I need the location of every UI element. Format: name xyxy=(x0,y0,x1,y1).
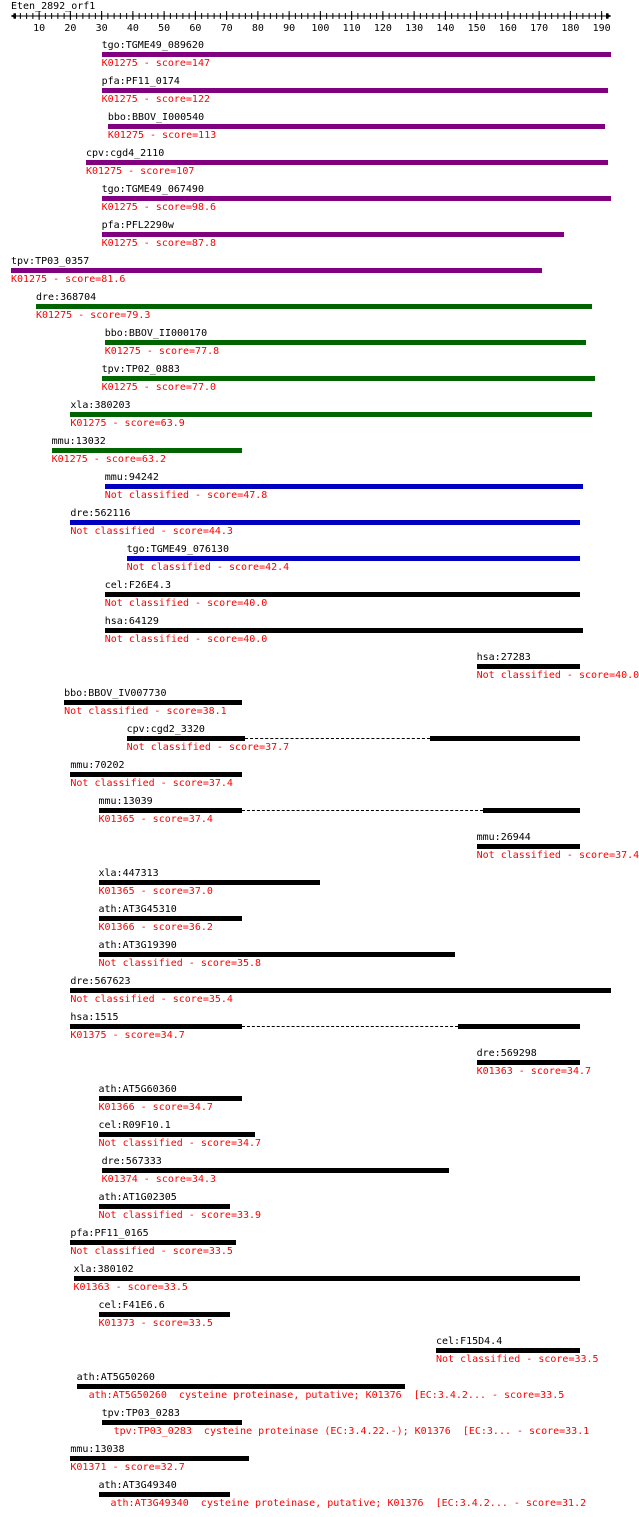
axis-tick-label: 180 xyxy=(561,23,580,34)
axis-tick-label: 80 xyxy=(251,23,264,34)
hit-segment-bar[interactable] xyxy=(99,808,243,813)
hit-segment-bar[interactable] xyxy=(105,340,586,345)
hit-score-label[interactable]: ath:AT5G50260 cysteine proteinase, putative; K01376 [EC:3.4.2... - score=33.5 xyxy=(88,1390,565,1401)
hit-score-label[interactable]: Not classified - score=40.0 xyxy=(104,598,268,609)
hit-name[interactable]: mmu:70202 xyxy=(70,760,125,771)
hit-score-label[interactable]: Not classified - score=42.4 xyxy=(126,562,290,573)
hit-gap-line xyxy=(242,810,483,811)
hit-segment-bar[interactable] xyxy=(77,1384,405,1389)
hit-name[interactable]: dre:567333 xyxy=(101,1156,162,1167)
axis-tick-label: 60 xyxy=(189,23,202,34)
hit-score-label[interactable]: K01363 - score=34.7 xyxy=(476,1066,592,1077)
hit-name[interactable]: ath:AT5G50260 xyxy=(76,1372,155,1383)
hit-segment-bar[interactable] xyxy=(74,1276,580,1281)
hit-name[interactable]: hsa:27283 xyxy=(476,652,531,663)
hit-segment-bar[interactable] xyxy=(483,808,580,813)
hit-name[interactable]: dre:567623 xyxy=(70,976,131,987)
hit-score-label[interactable]: K01275 - score=107 xyxy=(86,166,195,177)
hit-score-label[interactable]: Not classified - score=37.4 xyxy=(476,850,639,861)
axis-tick-label: 20 xyxy=(64,23,77,34)
hit-name[interactable]: mmu:13032 xyxy=(51,436,106,447)
hit-segment-bar[interactable] xyxy=(70,1240,236,1245)
hit-name[interactable]: mmu:13038 xyxy=(70,1444,125,1455)
hit-segment-bar[interactable] xyxy=(102,88,608,93)
hit-name[interactable]: mmu:26944 xyxy=(476,832,531,843)
hit-score-label[interactable]: K01375 - score=34.7 xyxy=(70,1030,185,1041)
hit-name[interactable]: tpv:TP03_0283 xyxy=(101,1408,180,1419)
hit-segment-bar[interactable] xyxy=(99,1204,230,1209)
hit-name[interactable]: ath:AT5G60360 xyxy=(98,1084,177,1095)
hit-segment-bar[interactable] xyxy=(36,304,592,309)
axis-tick-label: 160 xyxy=(498,23,517,34)
hit-score-label[interactable]: Not classified - score=40.0 xyxy=(476,670,639,681)
hit-score-label[interactable]: K01371 - score=32.7 xyxy=(70,1462,185,1473)
hit-name[interactable]: pfa:PFL2290w xyxy=(101,220,174,231)
hit-segment-bar[interactable] xyxy=(108,124,605,129)
axis-tick-label: 40 xyxy=(126,23,139,34)
hit-score-label[interactable]: K01275 - score=122 xyxy=(101,94,210,105)
hit-segment-bar[interactable] xyxy=(70,1456,248,1461)
hit-name[interactable]: mmu:94242 xyxy=(104,472,159,483)
hit-segment-bar[interactable] xyxy=(102,196,611,201)
hit-score-label[interactable]: Not classified - score=34.7 xyxy=(98,1138,262,1149)
position-axis xyxy=(0,0,620,34)
hit-gap-line xyxy=(245,738,429,739)
hit-name[interactable]: ath:AT3G49340 xyxy=(98,1480,177,1491)
axis-tick-label: 110 xyxy=(342,23,361,34)
hit-name[interactable]: cel:F41E6.6 xyxy=(98,1300,165,1311)
hit-segment-bar[interactable] xyxy=(477,844,580,849)
axis-tick-label: 90 xyxy=(283,23,296,34)
hit-name[interactable]: pfa:PF11_0174 xyxy=(101,76,180,87)
hit-segment-bar[interactable] xyxy=(64,700,242,705)
hit-segment-bar[interactable] xyxy=(99,916,243,921)
axis-tick-label: 100 xyxy=(311,23,330,34)
hit-segment-bar[interactable] xyxy=(102,376,596,381)
hit-segment-bar[interactable] xyxy=(105,628,583,633)
hit-score-label[interactable]: K01275 - score=98.6 xyxy=(101,202,217,213)
hit-name[interactable]: tgo:TGME49_089620 xyxy=(101,40,204,51)
hit-segment-bar[interactable] xyxy=(102,1168,449,1173)
hit-segment-bar[interactable] xyxy=(99,952,455,957)
hit-segment-bar[interactable] xyxy=(105,592,580,597)
hit-segment-bar[interactable] xyxy=(436,1348,580,1353)
hit-score-label[interactable]: Not classified - score=35.4 xyxy=(70,994,233,1005)
hit-name[interactable]: hsa:64129 xyxy=(104,616,159,627)
hit-segment-bar[interactable] xyxy=(70,412,592,417)
hit-name[interactable]: tpv:TP02_0883 xyxy=(101,364,180,375)
hit-segment-bar[interactable] xyxy=(70,772,242,777)
hit-name[interactable]: cpv:cgd2_3320 xyxy=(126,724,205,735)
axis-arrow-right xyxy=(606,13,611,19)
hit-score-label[interactable]: Not classified - score=44.3 xyxy=(70,526,233,537)
hit-name[interactable]: bbo:BBOV_I000540 xyxy=(107,112,205,123)
axis-tick-label: 130 xyxy=(405,23,424,34)
query-title: Eten_2892_orf1 xyxy=(11,1,96,12)
hit-segment-bar[interactable] xyxy=(127,556,580,561)
hit-score-label[interactable]: K01275 - score=77.8 xyxy=(104,346,220,357)
hit-name[interactable]: cel:R09F10.1 xyxy=(98,1120,171,1131)
hit-name[interactable]: dre:368704 xyxy=(36,292,97,303)
axis-tick-label: 190 xyxy=(592,23,611,34)
hit-score-label[interactable]: Not classified - score=38.1 xyxy=(64,706,227,717)
hit-name[interactable]: cpv:cgd4_2110 xyxy=(86,148,165,159)
hit-name[interactable]: ath:AT3G19390 xyxy=(98,940,177,951)
hit-score-label[interactable]: K01275 - score=63.2 xyxy=(51,454,167,465)
axis-tick-label: 140 xyxy=(436,23,455,34)
hit-score-label[interactable]: Not classified - score=47.8 xyxy=(104,490,268,501)
hit-segment-bar[interactable] xyxy=(102,232,565,237)
hit-score-label[interactable]: K01275 - score=63.9 xyxy=(70,418,185,429)
hit-name[interactable]: ath:AT1G02305 xyxy=(98,1192,177,1203)
hit-score-label[interactable]: K01363 - score=33.5 xyxy=(73,1282,188,1293)
axis-tick-label: 30 xyxy=(95,23,108,34)
hit-segment-bar[interactable] xyxy=(102,52,611,57)
hit-name[interactable]: xla:447313 xyxy=(98,868,159,879)
axis-tick-label: 170 xyxy=(530,23,549,34)
hit-segment-bar[interactable] xyxy=(477,664,580,669)
hit-name[interactable]: tgo:TGME49_076130 xyxy=(126,544,229,555)
hit-score-label[interactable]: K01275 - score=147 xyxy=(101,58,210,69)
hit-segment-bar[interactable] xyxy=(70,988,611,993)
axis-tick-label: 120 xyxy=(373,23,392,34)
hit-name[interactable]: dre:569298 xyxy=(476,1048,537,1059)
hit-segment-bar[interactable] xyxy=(99,880,321,885)
hit-segment-bar[interactable] xyxy=(458,1024,580,1029)
hit-name[interactable]: mmu:13039 xyxy=(98,796,153,807)
hit-segment-bar[interactable] xyxy=(99,1312,230,1317)
hit-segment-bar[interactable] xyxy=(105,484,583,489)
hit-score-label[interactable]: tpv:TP03_0283 cysteine proteinase (EC:3.4.22.-); K01376 [EC:3... - score=33.1 xyxy=(113,1426,590,1437)
hit-score-label[interactable]: K01373 - score=33.5 xyxy=(98,1318,213,1329)
hit-segment-bar[interactable] xyxy=(86,160,608,165)
hit-name[interactable]: cel:F26E4.3 xyxy=(104,580,171,591)
hit-score-label[interactable]: Not classified - score=35.8 xyxy=(98,958,262,969)
hit-segment-bar[interactable] xyxy=(99,1492,230,1497)
hit-score-label[interactable]: K01365 - score=37.4 xyxy=(98,814,213,825)
hit-name[interactable]: xla:380102 xyxy=(73,1264,134,1275)
hit-name[interactable]: cel:F15D4.4 xyxy=(436,1336,503,1347)
hit-segment-bar[interactable] xyxy=(99,1096,243,1101)
hit-name[interactable]: xla:380203 xyxy=(70,400,131,411)
hit-name[interactable]: ath:AT3G45310 xyxy=(98,904,177,915)
hit-segment-bar[interactable] xyxy=(430,736,580,741)
hit-score-label[interactable]: Not classified - score=37.4 xyxy=(70,778,233,789)
hit-segment-bar[interactable] xyxy=(70,1024,242,1029)
hit-name[interactable]: hsa:1515 xyxy=(70,1012,119,1023)
hit-name[interactable]: bbo:BBOV_IV007730 xyxy=(64,688,167,699)
hit-score-label[interactable]: K01374 - score=34.3 xyxy=(101,1174,217,1185)
hit-segment-bar[interactable] xyxy=(99,1132,255,1137)
hit-score-label[interactable]: Not classified - score=33.5 xyxy=(436,1354,599,1365)
hit-score-label[interactable]: K01365 - score=37.0 xyxy=(98,886,213,897)
hit-segment-bar[interactable] xyxy=(11,268,542,273)
axis-tick-label: 10 xyxy=(33,23,46,34)
hit-segment-bar[interactable] xyxy=(52,448,243,453)
hit-gap-line xyxy=(242,1026,458,1027)
hit-score-label[interactable]: K01275 - score=81.6 xyxy=(11,274,126,285)
hit-segment-bar[interactable] xyxy=(127,736,246,741)
hit-score-label[interactable]: K01275 - score=87.8 xyxy=(101,238,217,249)
hit-segment-bar[interactable] xyxy=(477,1060,580,1065)
hit-name[interactable]: tgo:TGME49_067490 xyxy=(101,184,204,195)
hit-score-label[interactable]: Not classified - score=37.7 xyxy=(126,742,290,753)
hit-score-label[interactable]: ath:AT3G49340 cysteine proteinase, putative; K01376 [EC:3.4.2... - score=31.2 xyxy=(110,1498,587,1509)
hit-name[interactable]: tpv:TP03_0357 xyxy=(11,256,90,267)
axis-arrow-left xyxy=(11,13,16,19)
axis-tick-label: 150 xyxy=(467,23,486,34)
axis-tick-label: 50 xyxy=(158,23,171,34)
hit-segment-bar[interactable] xyxy=(70,520,579,525)
hit-score-label[interactable]: K01366 - score=34.7 xyxy=(98,1102,213,1113)
hit-name[interactable]: pfa:PF11_0165 xyxy=(70,1228,149,1239)
hit-score-label[interactable]: Not classified - score=40.0 xyxy=(104,634,268,645)
hit-name[interactable]: dre:562116 xyxy=(70,508,131,519)
hit-score-label[interactable]: K01366 - score=36.2 xyxy=(98,922,213,933)
hit-score-label[interactable]: Not classified - score=33.9 xyxy=(98,1210,262,1221)
hit-segment-bar[interactable] xyxy=(102,1420,243,1425)
hit-name[interactable]: bbo:BBOV_II000170 xyxy=(104,328,208,339)
axis-tick-label: 70 xyxy=(220,23,233,34)
hit-score-label[interactable]: K01275 - score=79.3 xyxy=(36,310,151,321)
hit-score-label[interactable]: K01275 - score=77.0 xyxy=(101,382,217,393)
hit-score-label[interactable]: K01275 - score=113 xyxy=(107,130,217,141)
hit-score-label[interactable]: Not classified - score=33.5 xyxy=(70,1246,233,1257)
